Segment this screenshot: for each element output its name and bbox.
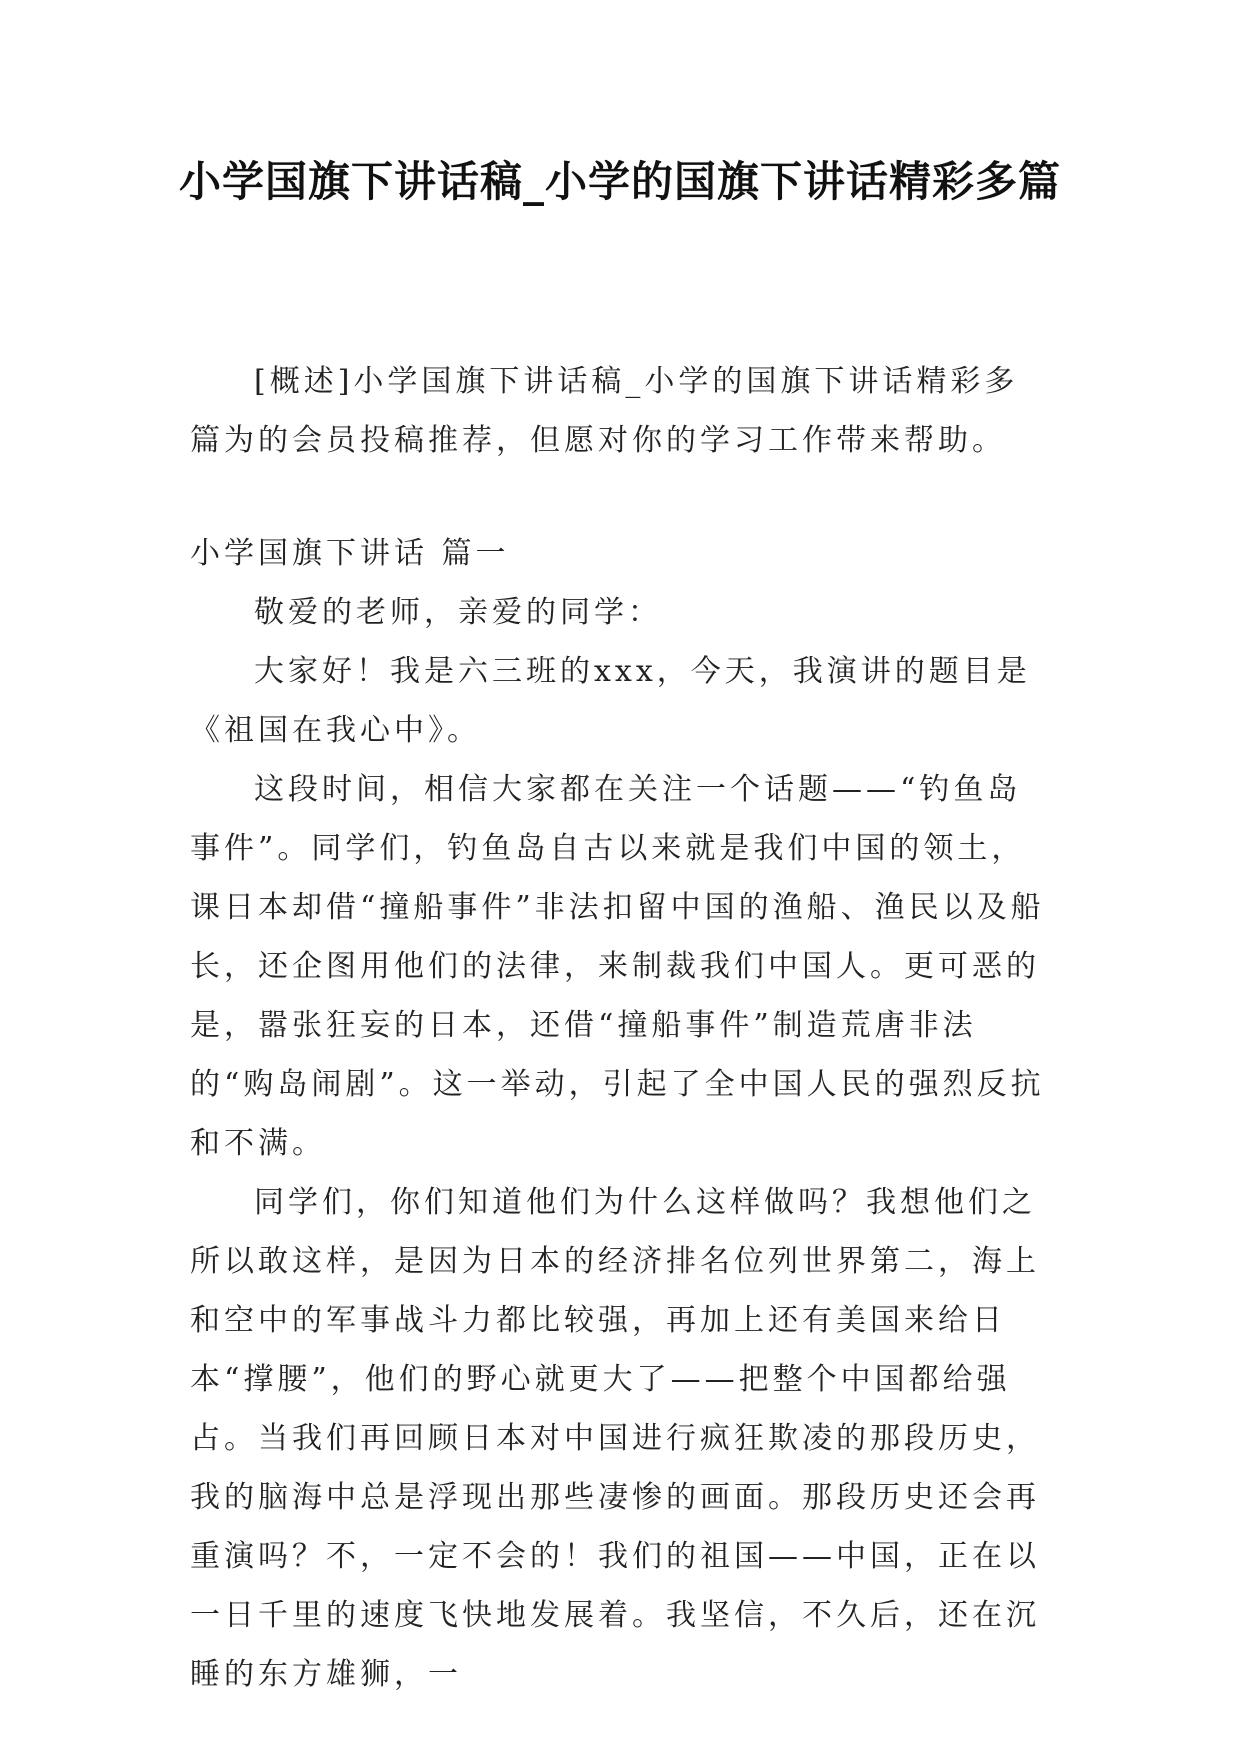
body-paragraph: 这段时间，相信大家都在关注一个话题——“钓鱼岛事件”。同学们，钓鱼岛自古以来就是我们中国的领土，课日本却借“撞船事件”非法扣留中国的渔船、渔民以及船长，还企图用他们的法律，来制裁我们中国人。更可恶的是，嚣张狂妄的日本，还借“撞船事件”制造荒唐非法的“购岛闹剧”。这一举动，引起了全中国人民的强烈反抗和不满。 [190, 772, 1045, 1161]
document-title: 小学国旗下讲话稿_小学的国旗下讲话精彩多篇 [178, 157, 1061, 206]
section-heading: 小学国旗下讲话 篇一 [190, 536, 510, 571]
body-paragraph: 同学们，你们知道他们为什么这样做吗？我想他们之所以敢这样，是因为日本的经济排名位列世界第二，海上和空中的军事战斗力都比较强，再加上还有美国来给日本“撑腰”，他们的野心就更大了——把整个中国都给强占。当我们再回顾日本对中国进行疯狂欺凌的那段历史，我的脑海中总是浮现出那些凄惨的画面。那段历史还会再重演吗？不，一定不会的！我们的祖国——中国，正在以一日千里的速度飞快地发展着。我坚信，不久后，还在沉睡的东方雄狮，一 [190, 1185, 1040, 1692]
article-body [190, 583, 1050, 1704]
greeting-paragraph: 敬爱的老师，亲爱的同学： [254, 595, 662, 630]
body-paragraph: 大家好！我是六三班的xxx，今天，我演讲的题目是《祖国在我心中》。 [190, 654, 1031, 748]
summary-paragraph: [概述]小学国旗下讲话稿_小学的国旗下讲话精彩多篇为的会员投稿推荐，但愿对你的学习工作带来帮助。 [190, 364, 1019, 458]
